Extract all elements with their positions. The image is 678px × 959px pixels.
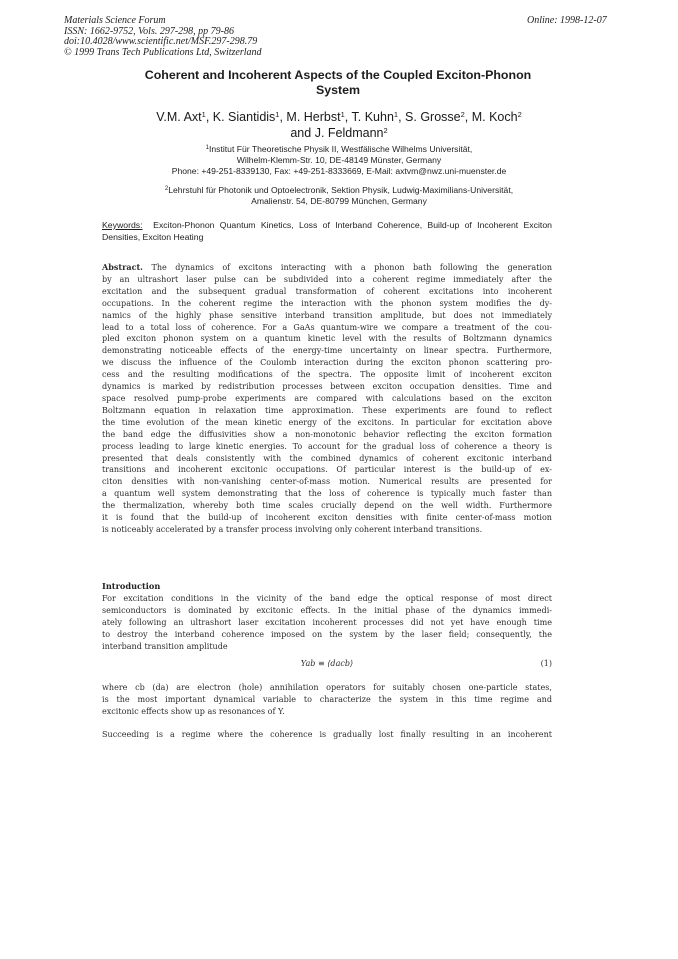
line-text: The dynamics of excitons interacting with a phonon bath following the generation: [151, 263, 552, 272]
keywords: [102, 219, 552, 243]
equation-number: (1): [540, 659, 552, 668]
author-name: V.M. Axt: [156, 110, 202, 124]
text-line: a quantum well system demonstrating that the loss of coherence is typically much faster than: [102, 489, 552, 499]
introduction-paragraph: [102, 593, 552, 653]
introduction-continued: [102, 682, 552, 718]
text-line: process leading to large kinetic energies. To account for the gradual loss of coherence a theory is: [102, 441, 552, 451]
text-line: interband transition amplitude: [102, 641, 228, 651]
affiliation-2-line-2: Amalienstr. 54, DE-80799 München, Germany: [251, 196, 427, 207]
keywords-text: Exciton-Phonon Quantum Kinetics, Loss of Interband Coherence, Build-up of Incoherent Exciton Densities, Exciton Heating: [102, 220, 552, 242]
text-line: excitation and the subsequent gradual transformation of coherent excitations into incoherent: [102, 286, 552, 296]
paper-title: [90, 68, 586, 97]
text-line: it is found that the build-up of incoherent exciton densities with finite center-of-mass motion: [102, 513, 552, 523]
text-line: occupations. In the coherent regime the interaction with the phonon system modifies the dy-: [102, 298, 552, 308]
text-line: ately following an ultrashort laser excitation incoherent processes did not yet have enough time: [102, 617, 552, 627]
author-affiliation-mark: 2: [517, 110, 522, 119]
text-line: pled exciton phonon system on a quantum kinetic level with the results of Boltzmann dynamics: [102, 334, 552, 344]
author-separator: ,: [279, 110, 287, 124]
text-line: transitions and incoherent excitonic occupations. Of particular interest is the build-up of ex-: [102, 465, 552, 475]
text-line: to destroy the interband coherence imposed on the system by the laser field; consequently, the: [102, 629, 552, 639]
text-line: presented that deals consistently with the combined dynamics of coherent excitonic interband: [102, 453, 552, 463]
affiliation-1-contact[interactable]: Phone: +49-251-8339130, Fax: +49-251-8333669, E-Mail: axtvm@nwz.uni-muenster.de: [171, 166, 507, 177]
author-name: S. Grosse: [405, 110, 461, 124]
affiliation-mark: 2: [164, 186, 169, 192]
text-line: dynamics is marked by redistribution processes between exciton occupation densities. Time and: [102, 382, 552, 392]
author-name: and J. Feldmann: [290, 126, 384, 140]
title-line-1: Coherent and Incoherent Aspects of the Coupled Exciton-Phonon: [144, 68, 532, 82]
author-name: M. Herbst: [286, 110, 341, 124]
text-line: [102, 262, 552, 274]
text-line: by an ultrashort laser pulse can be subdivided into a coherent regime immediately after the: [102, 274, 552, 284]
author-separator: ,: [398, 110, 406, 124]
affiliation-1: [90, 144, 588, 178]
doi-line[interactable]: doi:10.4028/www.scientific.net/MSF.297-298.79: [64, 36, 258, 47]
text-line: citon densities with non-vanishing center-of-mass motion. Numerical results are presented for: [102, 477, 552, 487]
journal-header: [64, 16, 262, 58]
author-name: T. Kuhn: [351, 110, 394, 124]
author-affiliation-mark: 2: [383, 126, 388, 135]
introduction-last-line: [102, 729, 552, 741]
affiliation-2: [90, 185, 588, 207]
text-line: semiconductors is dominated by excitonic effects. In the initial phase of the dynamics immedi-: [102, 605, 552, 615]
journal-name: Materials Science Forum: [64, 15, 166, 26]
text-line: the thermalization, whereby both time scales crucially depend on the well width. Furthermore: [102, 501, 552, 511]
text-line: Boltzmann equation in relaxation time approximation. These experiments are found to reflect: [102, 405, 552, 415]
introduction-heading: Introduction: [102, 581, 161, 591]
text-line: For excitation conditions in the vicinity of the band edge the optical response of most direct: [102, 594, 552, 603]
text-line: space resolved pump-probe experiments are compared with calculations based on the exciton: [102, 393, 552, 403]
author-affiliation-mark: 1: [201, 110, 206, 119]
copyright-line: © 1999 Trans Tech Publications Ltd, Switzerland: [64, 46, 262, 58]
affiliation-1-line-2: Wilhelm-Klemm-Str. 10, DE-48149 Münster, Germany: [236, 155, 442, 166]
abstract: [102, 262, 552, 536]
issn-line: ISSN: 1662-9752, Vols. 297-298, pp 79-86: [64, 25, 234, 37]
text-line: cess and the resulting modifications of the spectra. The opposite limit of incoherent exciton: [102, 370, 552, 380]
author-affiliation-mark: 2: [460, 110, 465, 119]
abstract-label: Abstract.: [102, 262, 143, 272]
text-line: is noticeably accelerated by a transfer process involving only coherent interband transitions.: [102, 524, 483, 534]
affiliation-1-line-1: [90, 144, 588, 155]
text-line: we discuss the influence of the Coulomb interaction during the exciton phonon scattering pro-: [102, 358, 552, 368]
author-affiliation-mark: 1: [340, 110, 345, 119]
authors-line-1: [100, 109, 578, 125]
author-list: [100, 109, 578, 141]
author-name: K. Siantidis: [212, 110, 276, 124]
affiliation-text: Institut Für Theoretische Physik II, Westfälische Wilhelms Universität,: [209, 144, 473, 154]
author-affiliation-mark: 1: [393, 110, 399, 119]
keywords-label: Keywords:: [102, 220, 143, 230]
text-line: Succeeding is a regime where the coherence is gradually lost finally resulting in an incoherent: [102, 730, 552, 739]
authors-line-2: [100, 125, 578, 141]
text-line: namics of the highly phase sensitive interband transition amplitude, but does not immediately: [102, 310, 552, 320]
affiliation-2-line-1: [90, 185, 588, 196]
equation-body: Yab ≡ ⟨dacb⟩: [300, 659, 354, 668]
text-line: excitonic effects show up as resonances of Y.: [102, 706, 285, 716]
author-separator: ,: [205, 110, 213, 124]
text-line: demonstrating noticeable effects of the energy-time uncertainty on linear spectra. Furthermore,: [102, 346, 552, 356]
text-line: is the most important dynamical variable to characterize the system in this time regime and: [102, 694, 552, 704]
text-line: the band edge the diffusivities show a non-monotonic behavior reflecting the exciton formation: [102, 429, 552, 439]
affiliation-mark: 1: [205, 145, 210, 151]
author-name: M. Koch: [471, 110, 518, 124]
text-line: where cb (da) are electron (hole) annihilation operators for suitably chosen one-particle states,: [102, 683, 552, 692]
text-line: the time evolution of the mean kinetic energy of the excitons. In particular for excitation above: [102, 417, 552, 427]
author-separator: ,: [344, 110, 352, 124]
author-affiliation-mark: 1: [275, 110, 280, 119]
equation-1: [102, 659, 552, 671]
title-line-2: System: [315, 82, 361, 97]
author-separator: ,: [464, 110, 472, 124]
affiliation-text: Lehrstuhl für Photonik und Optoelectronik, Sektion Physik, Ludwig-Maximilians-Universität,: [168, 185, 514, 195]
online-date: Online: 1998-12-07: [527, 15, 607, 26]
text-line: lead to a total loss of coherence. For a GaAs quantum-wire we compare a treatment of the cou-: [102, 322, 552, 332]
